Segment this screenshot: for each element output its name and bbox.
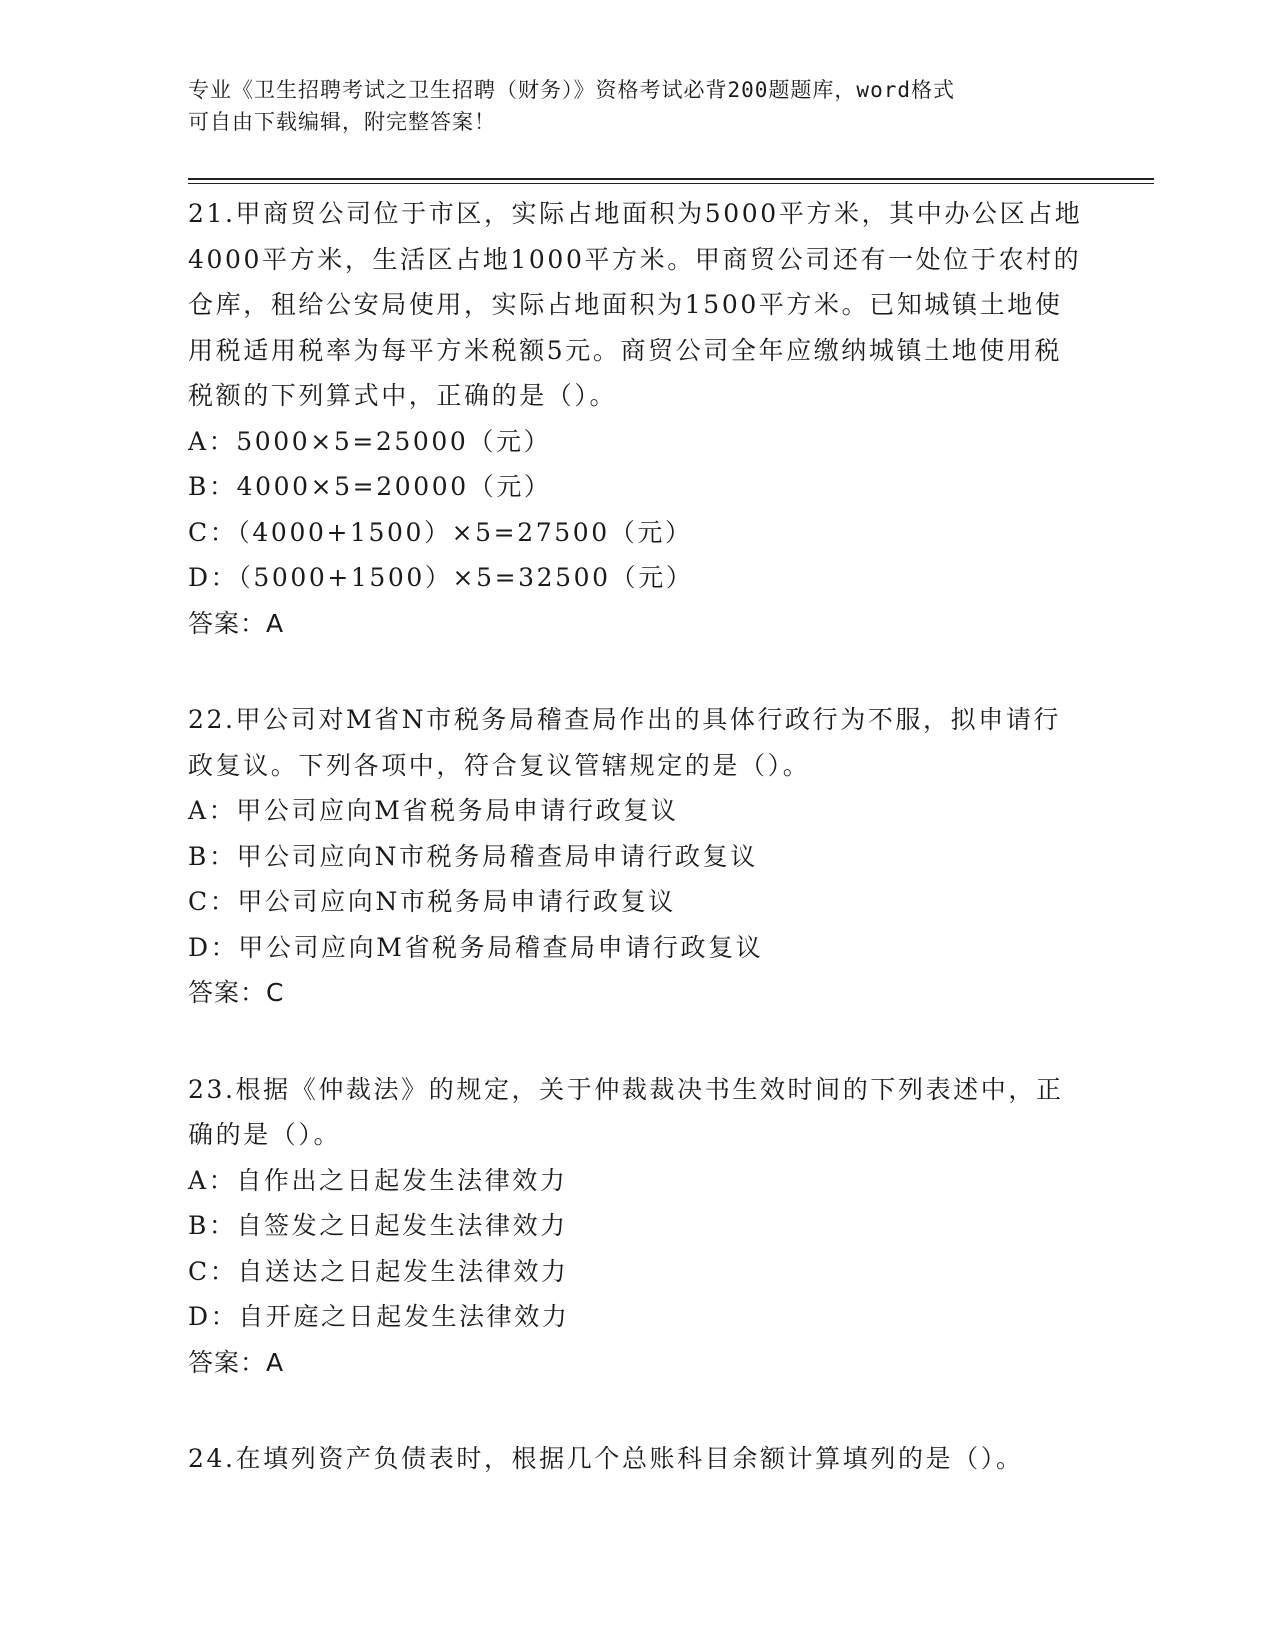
option-a: A：5000×5=25000（元）: [188, 426, 552, 456]
document-header: [188, 74, 1088, 138]
question-stem: 24.在填列资产负债表时，根据几个总账科目余额计算填列的是（）。: [188, 1444, 1024, 1473]
option-b: B：甲公司应向N市税务局稽查局申请行政复议: [188, 841, 758, 871]
question-stem: 23.根据《仲裁法》的规定，关于仲裁裁决书生效时间的下列表述中，正确的是（）。: [188, 1074, 1064, 1149]
option-a: A：自作出之日起发生法律效力: [188, 1165, 568, 1195]
answer-line: 答案：A: [188, 1347, 285, 1377]
option-a: A：甲公司应向M省税务局申请行政复议: [188, 796, 679, 825]
option-b: B：自签发之日起发生法律效力: [188, 1211, 568, 1240]
option-d: D：自开庭之日起发生法律效力: [188, 1302, 570, 1331]
question-list: [188, 191, 1088, 1533]
option-d: D：（5000+1500）×5=32500（元）: [188, 563, 694, 592]
question-21: [188, 191, 1088, 646]
header-line-1: 专业《卫生招聘考试之卫生招聘（财务）》资格考试必背200题题库，word格式: [188, 78, 955, 102]
answer-line: 答案：A: [188, 608, 285, 638]
option-d: D：甲公司应向M省税务局稽查局申请行政复议: [188, 932, 764, 962]
option-b: B：4000×5=20000（元）: [188, 472, 552, 501]
question-stem: 21.甲商贸公司位于市区，实际占地面积为5000平方米，其中办公区占地4000平方米，生活区占地1000平方米。甲商贸公司还有一处位于农村的仓库，租给公安局使用，实际占地面积为1500平方米。已知城镇土地使用税适用税率为每平方米税额5元。商贸公司全年应缴纳城镇土地使用税税额的下列算式中，正确的是（）。: [188, 199, 1083, 410]
option-c: C：自送达之日起发生法律效力: [188, 1256, 569, 1286]
option-c: C：甲公司应向N市税务局申请行政复议: [188, 887, 676, 916]
answer-line: 答案：C: [188, 978, 285, 1007]
question-24: [188, 1436, 1088, 1482]
header-line-2: 可自由下载编辑，附完整答案！: [188, 110, 496, 134]
question-23: [188, 1067, 1088, 1386]
question-22: [188, 697, 1088, 1016]
header-divider-thick: [188, 178, 1154, 180]
header-divider-thin: [188, 183, 1154, 184]
option-c: C：（4000+1500）×5=27500（元）: [188, 517, 693, 547]
question-stem: 22.甲公司对M省N市税务局稽查局作出的具体行政行为不服，拟申请行政复议。下列各项中，符合复议管辖规定的是（）。: [188, 705, 1062, 780]
